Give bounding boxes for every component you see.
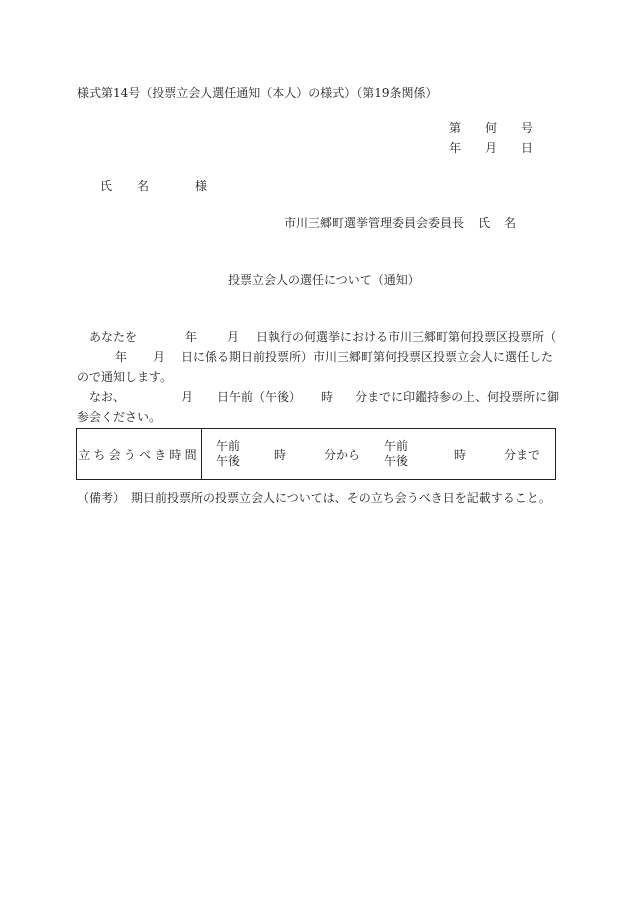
doc-number-dai: 第: [449, 121, 462, 135]
form-header: 様式第14号（投票立会人選任通知（本人）の様式）（第19条関係）: [77, 86, 438, 100]
addressee-shi: 氏: [100, 179, 113, 193]
doc-date-month: 月: [485, 141, 498, 155]
body-text: あなたを: [89, 330, 138, 344]
end-am: 午前: [384, 439, 409, 453]
addressee: [100, 178, 207, 194]
body-paragraph-1: [77, 327, 561, 387]
body-text: （: [544, 330, 557, 344]
sender: [284, 215, 516, 231]
blank-month: 月: [153, 350, 166, 364]
body-text: なお、: [89, 390, 126, 404]
end-hour: 時: [454, 447, 467, 462]
start-minute-from: 分から: [324, 447, 361, 462]
attendance-time-table: [76, 428, 556, 480]
body-text: 日執行の何選挙における市川三郷町第何投票区投票所: [256, 330, 545, 344]
end-pm: 午後: [384, 454, 409, 468]
blank-hour: 時: [321, 390, 334, 404]
body-paragraph-2: [77, 387, 561, 427]
start-am: 午前: [216, 439, 241, 453]
attendance-time-label: 立ち会うべき時間: [77, 429, 202, 480]
blank-month: 月: [181, 390, 194, 404]
start-ampm: [216, 429, 274, 480]
addressee-sama: 様: [195, 179, 208, 193]
doc-number-nani: 何: [485, 121, 498, 135]
sender-shi: 氏: [478, 216, 491, 230]
sender-mei: 名: [504, 216, 517, 230]
notice-body: [77, 327, 561, 427]
start-hour: 時: [274, 447, 287, 462]
document-number: [449, 120, 533, 136]
blank-month: 月: [227, 330, 240, 344]
document-date: [449, 140, 533, 156]
body-text: 分までに印鑑持参の上、何投票所に御参会ください。: [77, 390, 560, 424]
start-pm: 午後: [216, 454, 241, 468]
blank-year: 年: [185, 330, 198, 344]
end-minute-until: 分まで: [504, 447, 541, 462]
sender-title: 市川三郷町選挙管理委員会委員長: [284, 216, 465, 230]
remarks-note: （備考） 期日前投票所の投票立会人については、その立ち会うべき日を記載すること。: [77, 491, 551, 505]
blank-year: 年: [115, 350, 128, 364]
body-text: 日に係る期日前投票所）市川三郷町第何投票区投票立会人に選任したので通知します。: [77, 350, 554, 384]
addressee-mei: 名: [137, 179, 150, 193]
document-title: 投票立会人の選任について（通知）: [228, 273, 420, 287]
table-row: [77, 429, 556, 480]
doc-date-year: 年: [449, 141, 462, 155]
doc-date-day: 日: [521, 141, 534, 155]
doc-number-go: 号: [521, 121, 534, 135]
end-ampm: [384, 429, 454, 480]
body-text: 日午前（午後）: [217, 390, 302, 404]
